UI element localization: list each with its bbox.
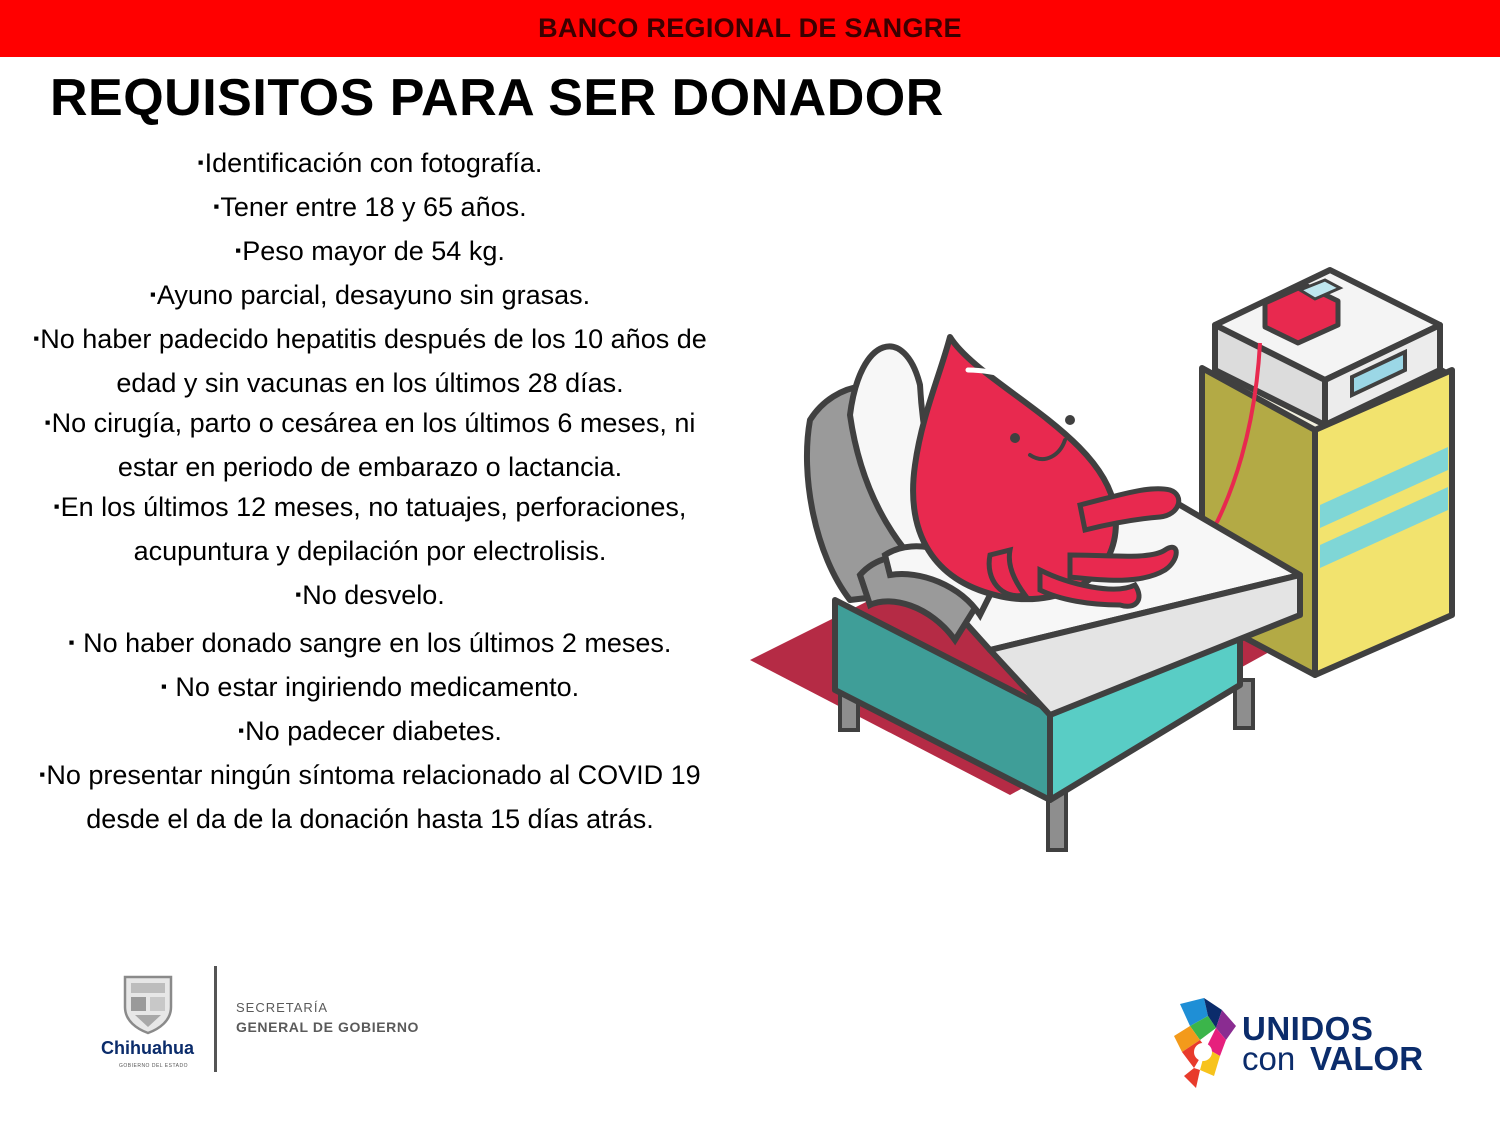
list-item [20,487,720,571]
bullet-icon: ▪ [44,413,51,432]
gov-name: Chihuahua [101,1038,194,1058]
requirement-text: No estar ingiriendo medicamento. [167,672,580,702]
requirement-text: Peso mayor de 54 kg. [242,236,505,266]
requirement-text: En los últimos 12 meses, no tatuajes, perforaciones, acupuntura y depilación por electrolisis. [60,492,687,566]
list-item [20,403,720,487]
campaign-word-con: con [1242,1040,1296,1077]
coat-of-arms-icon [121,973,175,1035]
banner-text: BANCO REGIONAL DE SANGRE [538,13,962,43]
top-banner [0,0,1500,57]
colorful-state-map-icon [1170,996,1240,1092]
bullet-icon: ▪ [160,677,167,696]
requirement-text: No padecer diabetes. [245,716,502,746]
requirement-text: No haber donado sangre en los últimos 2 meses. [75,628,672,658]
list-item [20,623,720,667]
bullet-icon: ▪ [68,633,75,652]
requirement-text: Ayuno parcial, desayuno sin grasas. [156,280,591,310]
bullet-icon: ▪ [39,765,46,784]
bullet-icon: ▪ [197,153,204,172]
secretaria-name: GENERAL DE GOBIERNO [236,1019,420,1035]
list-item [20,711,720,755]
unidos-con-valor-logo [1170,992,1430,1092]
drop-eye-left [1010,433,1020,443]
list-item [20,231,720,275]
requirement-text: No presentar ningún síntoma relacionado al COVID 19 desde el da de la donación hasta 15 días atrás. [46,760,701,834]
bullet-icon: ▪ [235,241,242,260]
page-title: REQUISITOS PARA SER DONADOR [50,69,944,127]
gov-subtitle: GOBIERNO DEL ESTADO [119,1063,188,1069]
requirement-text: No haber padecido hepatitis después de los 10 años de edad y sin vacunas en los últimos 28 días. [40,324,707,398]
list-item [20,187,720,231]
requirements-list [20,143,720,839]
requirement-text: Identificación con fotografía. [204,148,543,178]
campaign-word-valor: VALOR [1310,1040,1424,1077]
requirement-text: No cirugía, parto o cesárea en los últimos 6 meses, ni estar en periodo de embarazo o lactancia. [51,408,696,482]
requirement-text: No desvelo. [302,580,445,610]
bullet-icon: ▪ [53,497,60,516]
secretaria-label: SECRETARÍA [236,1000,329,1015]
drop-eye-right [1065,415,1075,425]
requirement-text: Tener entre 18 y 65 años. [220,192,527,222]
list-item [20,319,720,403]
list-item [20,275,720,319]
campaign-word-unidos: UNIDOS [1242,1010,1374,1047]
bullet-icon: ▪ [213,197,220,216]
bullet-icon: ▪ [149,285,156,304]
list-item [20,667,720,711]
bullet-icon: ▪ [238,721,245,740]
list-item [20,575,720,619]
blood-drop-donation-illustration [740,255,1470,875]
chihuahua-government-logo [95,965,435,1075]
list-item [20,143,720,187]
bullet-icon: ▪ [295,585,302,604]
bullet-icon: ▪ [33,329,40,348]
list-item [20,755,720,839]
